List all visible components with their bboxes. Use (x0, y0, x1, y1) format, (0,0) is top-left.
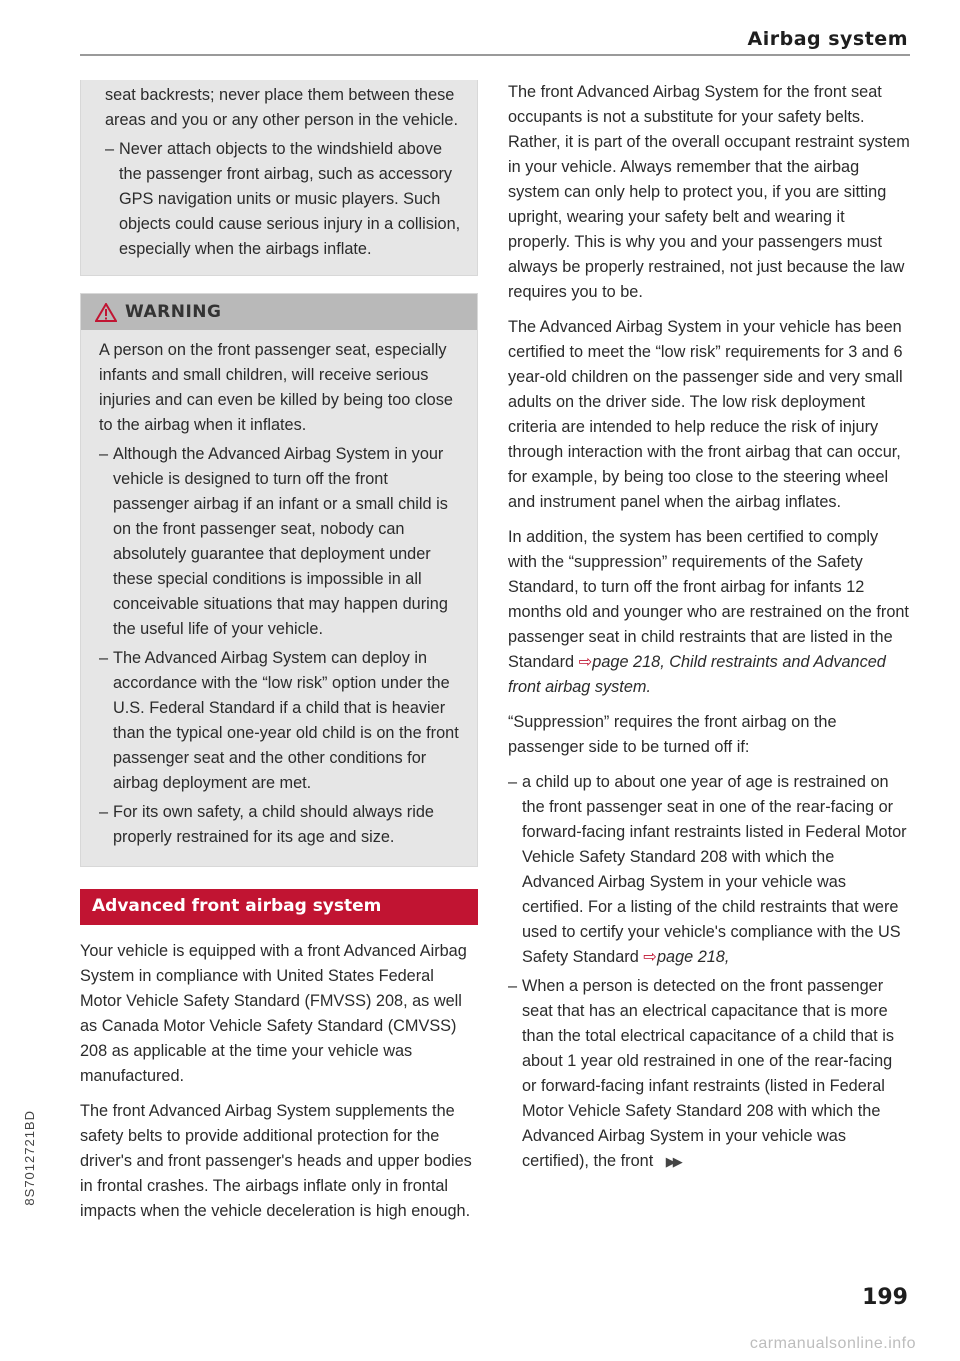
cross-reference-link[interactable]: page 218, Child restraints and Advanced front airbag system. (508, 653, 886, 696)
header-divider (80, 54, 910, 56)
list-item-text: a child up to about one year of age is restrained on the front passenger seat in one of the rear-facing or forward-facing infant restraints listed in Federal Motor Vehicle Safety Standard 208 with which the Advanced Airbag System in your vehicle was certified. For a listing of the child restraints that were used to certify your vehicle's compliance with the US Safety Standard (522, 773, 907, 966)
cross-reference-arrow-icon: ⇨ (643, 948, 657, 966)
page-number: 199 (862, 1285, 908, 1310)
body-paragraph: The Advanced Airbag System in your vehicle has been certified to meet the “low risk” requirements for 3 and 6 year-old children on the passenger side and very small adults on the driver side. The low risk deployment criteria are intended to help reduce the risk of injury through interaction with the front airbag that can occur, for example, by being too close to the steering wheel and instrument panel when the airbag inflates. (508, 318, 903, 511)
page-header-title: Airbag system (747, 28, 908, 50)
warning-triangle-icon (95, 303, 117, 322)
body-paragraph: “Suppression” requires the front airbag on the passenger side to be turned off if: (508, 713, 837, 756)
left-column (80, 80, 478, 1234)
list-item (508, 974, 910, 1174)
continued-note-list (105, 137, 463, 262)
body-paragraph (508, 525, 910, 700)
list-item: – Never attach objects to the windshield above the passenger front airbag, such as accessory GPS navigation units or music players. Such objects could cause serious injury in a collision, especially when the airbags inflate. (105, 137, 463, 262)
warning-heading: WARNING (125, 302, 222, 322)
paragraph-text: In addition, the system has been certified to comply with the “suppression” requirements of the Safety Standard, to turn off the front airbag for infants 12 months old and younger who are restrained on the front passenger seat in child restraints that are listed in the Standard (508, 528, 909, 671)
continued-note-box (80, 80, 478, 276)
cross-reference-arrow-icon: ⇨ (578, 653, 593, 671)
section-heading: Advanced front airbag system (80, 889, 478, 925)
body-paragraph: Your vehicle is equipped with a front Advanced Airbag System in compliance with United States Federal Motor Vehicle Safety Standard (FMVSS) 208, as well as Canada Motor Vehicle Safety Standard (CMVSS) 208 as applicable at the time your vehicle was manufactured. (80, 942, 467, 1085)
right-column (508, 80, 910, 1178)
document-code: 8S7012721BD (22, 1110, 37, 1206)
cross-reference-link[interactable]: page 218, (656, 948, 730, 966)
suppression-list (508, 770, 910, 1174)
list-item-text: When a person is detected on the front passenger seat that has an electrical capacitance that is more than the total electrical capacitance of a child that is about 1 year old restrained in one of the rear-facing or forward-facing infant restraints (listed in Federal Motor Vehicle Safety Standard 208 with which the Advanced Airbag System in your vehicle was certified), the front (522, 977, 894, 1170)
warning-list (99, 442, 463, 850)
watermark: carmanualsonline.info (749, 1335, 916, 1352)
body-paragraph: The front Advanced Airbag System for the front seat occupants is not a substitute for your safety belts. Rather, it is part of the overall occupant restraint system in your vehicle. Always remember that the airbag system can only help to protect you, if you are sitting upright, wearing your safety belt and wearing it properly. This is why you and your passengers must always be properly restrained, not just because the law requires you to be. (508, 83, 910, 301)
warning-header (81, 294, 477, 330)
list-item: – The Advanced Airbag System can deploy in accordance with the “low risk” option under the U.S. Federal Standard if a child that is heavier than the typical one-year old child is on the front passenger seat and the other conditions for airbag deployment are met. (99, 646, 463, 796)
list-item: – For its own safety, a child should always ride properly restrained for its age and size. (99, 800, 463, 850)
continue-arrow-icon: ▶▶ (665, 1154, 680, 1169)
warning-intro: A person on the front passenger seat, especially infants and small children, will receive serious injuries and can even be killed by being too close to the airbag when it inflates. (99, 341, 453, 434)
continued-note-lead: seat backrests; never place them between these areas and you or any other person in the vehicle. (105, 86, 458, 129)
body-paragraph: The front Advanced Airbag System supplements the safety belts to provide additional protection for the driver's and front passenger's heads and upper bodies in frontal crashes. The airbags inflate only in frontal impacts when the vehicle deceleration is high enough. (80, 1102, 472, 1220)
list-item (508, 770, 910, 970)
list-item: – Although the Advanced Airbag System in your vehicle is designed to turn off the front passenger airbag if an infant or a small child is on the front passenger seat, nobody can absolutely guarantee that deployment under these special conditions is impossible in all conceivable situations that may happen during the useful life of your vehicle. (99, 442, 463, 642)
warning-box (80, 293, 478, 867)
warning-body (81, 330, 477, 866)
